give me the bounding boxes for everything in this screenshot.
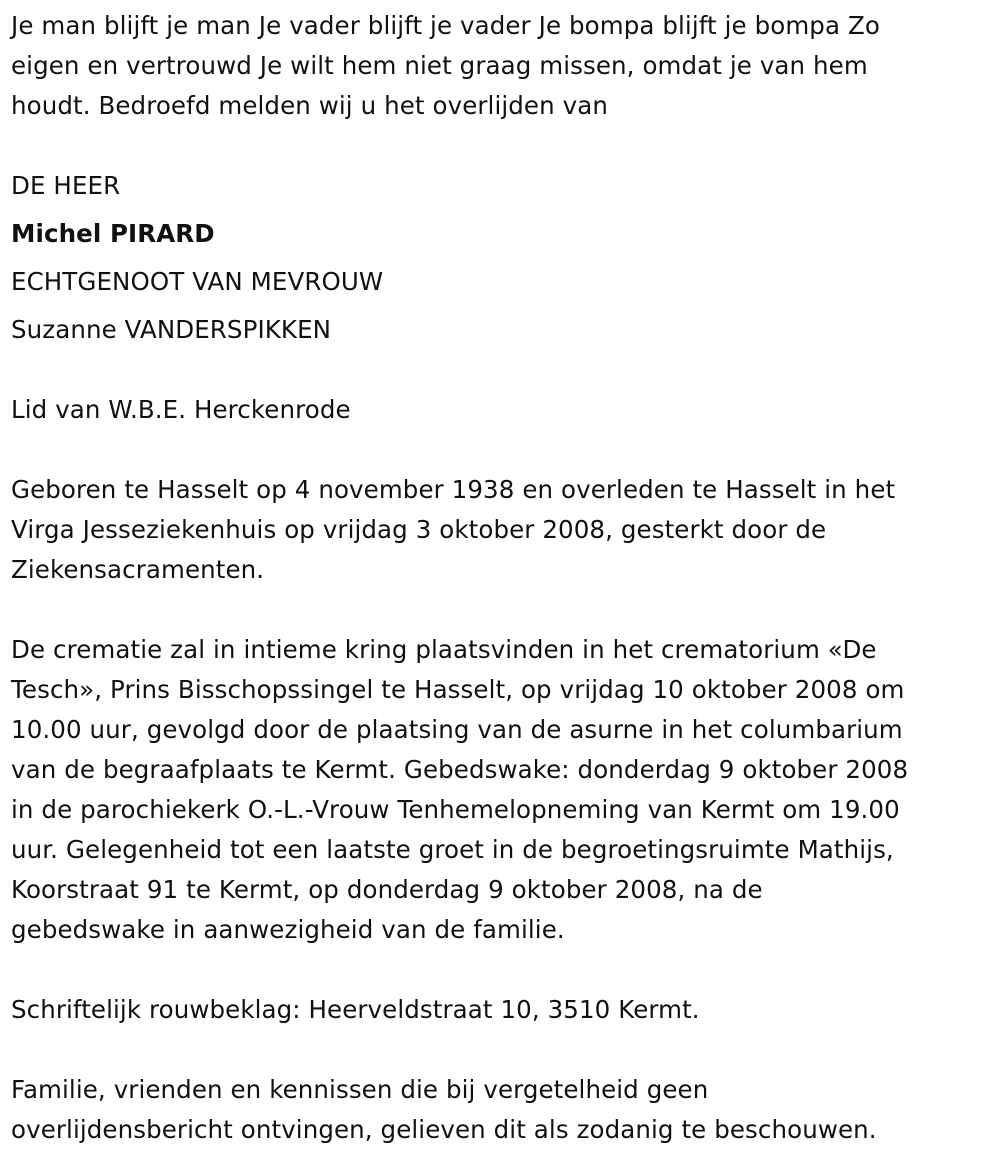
ceremony-line: Tesch», Prins Bisschopssingel te Hasselt, op vrijdag 10 oktober 2008 om — [11, 675, 905, 704]
ceremony-line: gebedswake in aanwezigheid van de familie. — [11, 915, 565, 944]
ceremony-line: Koorstraat 91 te Kermt, op donderdag 9 oktober 2008, na de — [11, 875, 763, 904]
spouse-name: Suzanne VANDERSPIKKEN — [11, 315, 332, 344]
poem-line: Je man blijft je man Je vader blijft je vader Je bompa blijft je bompa Zo — [11, 11, 880, 40]
honorific: DE HEER — [11, 171, 121, 200]
birth-death-line: Geboren te Hasselt op 4 november 1938 en overleden te Hasselt in het — [11, 475, 896, 504]
poem-line: eigen en vertrouwd Je wilt hem niet graag missen, omdat je van hem — [11, 51, 868, 80]
closing-line: Familie, vrienden en kennissen die bij vergetelheid geen — [11, 1075, 709, 1104]
ceremony-line: uur. Gelegenheid tot een laatste groet in de begroetingsruimte Mathijs, — [11, 835, 894, 864]
spouse-label: ECHTGENOOT VAN MEVROUW — [11, 267, 384, 296]
poem-line: houdt. Bedroefd melden wij u het overlijden van — [11, 91, 608, 120]
birth-death-line: Virga Jesseziekenhuis op vrijdag 3 oktober 2008, gesterkt door de — [11, 515, 827, 544]
condolence-address: Schriftelijk rouwbeklag: Heerveldstraat 10, 3510 Kermt. — [11, 995, 700, 1024]
ceremony-line: van de begraafplaats te Kermt. Gebedswake: donderdag 9 oktober 2008 — [11, 755, 909, 784]
closing-line: overlijdensbericht ontvingen, gelieven dit als zodanig te beschouwen. — [11, 1115, 877, 1144]
ceremony-line: 10.00 uur, gevolgd door de plaatsing van de asurne in het columbarium — [11, 715, 903, 744]
deceased-name: Michel PIRARD — [11, 219, 215, 248]
ceremony-line: in de parochiekerk O.-L.-Vrouw Tenhemelopneming van Kermt om 19.00 — [11, 795, 900, 824]
ceremony-line: De crematie zal in intieme kring plaatsvinden in het crematorium «De — [11, 635, 877, 664]
birth-death-line: Ziekensacramenten. — [11, 555, 265, 584]
membership: Lid van W.B.E. Herckenrode — [11, 395, 351, 424]
